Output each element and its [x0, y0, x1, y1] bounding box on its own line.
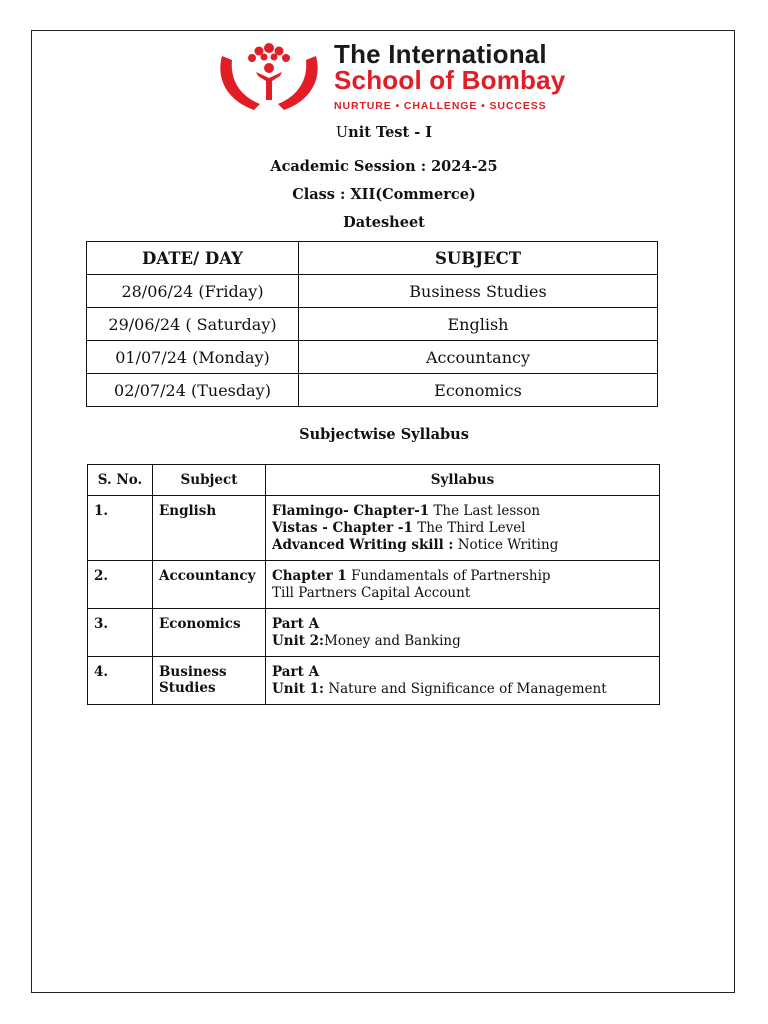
unit-test-initial: U — [335, 125, 349, 141]
logo-tagline: NURTURE • CHALLENGE • SUCCESS — [334, 100, 547, 112]
subject-cell: Economics — [299, 374, 658, 407]
sno-cell: 2. — [88, 561, 153, 609]
subject-cell: Accountancy — [153, 561, 266, 609]
table-row — [87, 275, 658, 308]
syllabus-line: Unit 2:Money and Banking — [272, 633, 461, 649]
syllabus-column-header: Syllabus — [266, 465, 660, 496]
syllabus-table — [87, 464, 660, 705]
datesheet-heading: Datesheet — [343, 214, 425, 231]
subject-cell: Accountancy — [299, 341, 658, 374]
school-emblem-icon — [214, 38, 324, 114]
syllabus-header-row — [88, 465, 660, 496]
logo-title-line1: The International — [334, 39, 547, 69]
subject-cell: English — [299, 308, 658, 341]
table-row — [88, 609, 660, 657]
date-cell: 28/06/24 (Friday) — [87, 275, 299, 308]
logo-title-line2: School of Bombay — [334, 65, 566, 95]
syllabus-line: Flamingo- Chapter-1 The Last lesson — [272, 503, 541, 519]
syllabus-line: Vistas - Chapter -1 The Third Level — [272, 520, 526, 536]
sno-cell: 3. — [88, 609, 153, 657]
syllabus-line: Chapter 1 Fundamentals of Partnership — [272, 568, 551, 584]
date-column-header: DATE/ DAY — [87, 242, 299, 275]
unit-test-rest: nit Test - I — [348, 124, 433, 141]
subject-cell: English — [153, 496, 266, 561]
subject-column-header: SUBJECT — [299, 242, 658, 275]
syllabus-cell — [266, 496, 660, 561]
syllabus-line: Till Partners Capital Account — [272, 585, 471, 601]
syllabus-cell — [266, 609, 660, 657]
datesheet-header-row — [87, 242, 658, 275]
table-row — [88, 657, 660, 705]
date-cell: 29/06/24 ( Saturday) — [87, 308, 299, 341]
table-row — [87, 341, 658, 374]
syllabus-line: Advanced Writing skill : Notice Writing — [272, 537, 559, 553]
class-label: Class : XII(Commerce) — [292, 186, 476, 203]
subject-cell: Business Studies — [299, 275, 658, 308]
datesheet-table — [86, 241, 658, 407]
academic-session: Academic Session : 2024-25 — [270, 158, 498, 175]
subject-column-header: Subject — [153, 465, 266, 496]
table-row — [87, 308, 658, 341]
sno-cell: 4. — [88, 657, 153, 705]
date-cell: 01/07/24 (Monday) — [87, 341, 299, 374]
sno-cell: 1. — [88, 496, 153, 561]
subject-cell: Economics — [153, 609, 266, 657]
sno-column-header: S. No. — [88, 465, 153, 496]
school-logo — [214, 38, 584, 114]
table-row — [88, 561, 660, 609]
unit-test-title — [0, 124, 768, 141]
syllabus-line: Part A — [272, 616, 320, 632]
syllabus-cell — [266, 561, 660, 609]
date-cell: 02/07/24 (Tuesday) — [87, 374, 299, 407]
syllabus-cell — [266, 657, 660, 705]
subject-cell: Business Studies — [153, 657, 266, 705]
syllabus-heading: Subjectwise Syllabus — [299, 426, 469, 443]
table-row — [88, 496, 660, 561]
syllabus-line: Unit 1: Nature and Significance of Management — [272, 681, 607, 697]
syllabus-line: Part A — [272, 664, 320, 680]
table-row — [87, 374, 658, 407]
